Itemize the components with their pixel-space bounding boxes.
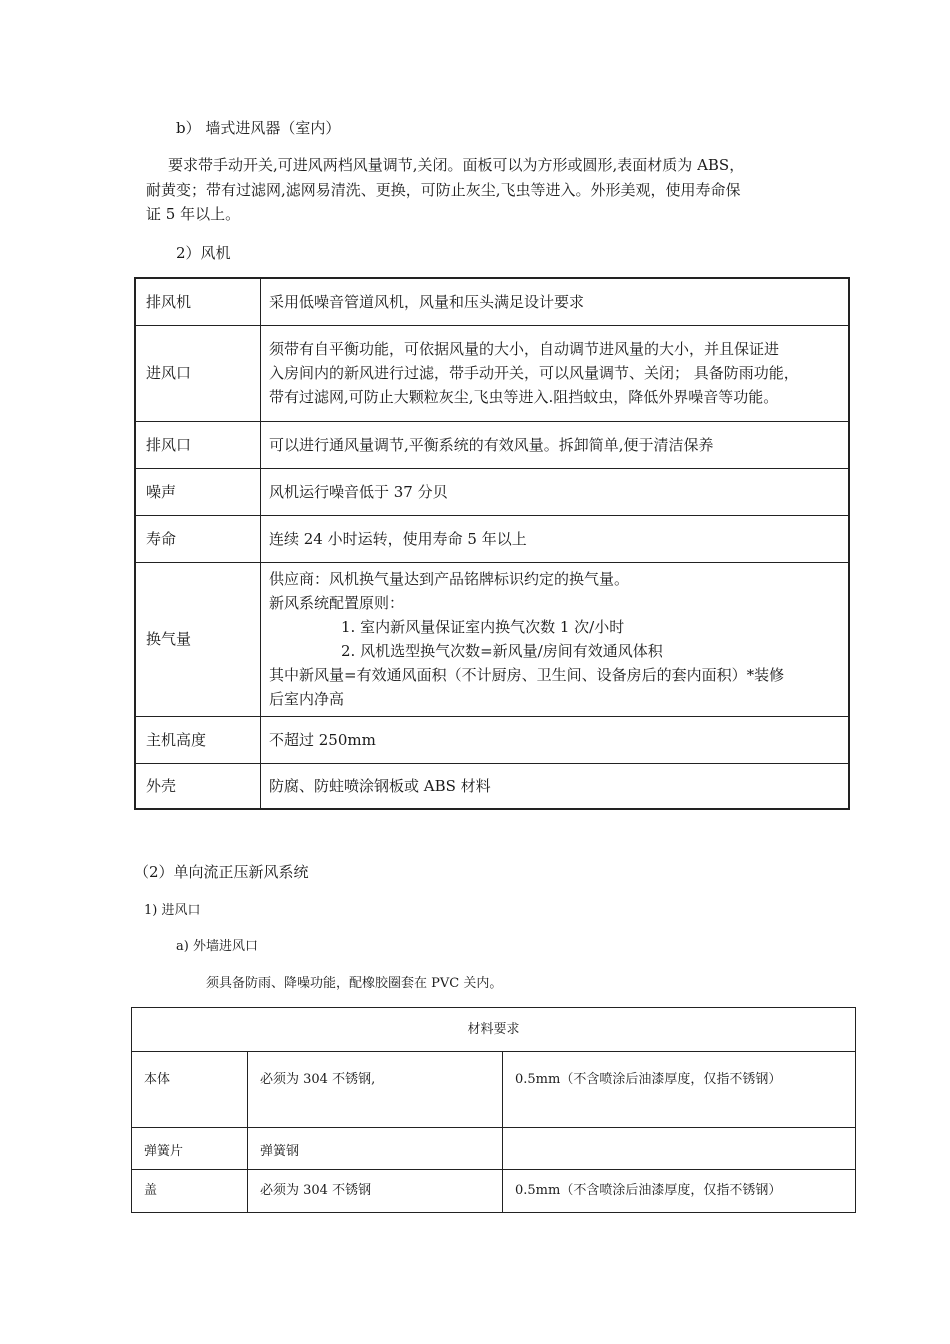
row-key: 排风机 xyxy=(135,278,261,325)
section-b-paragraph xyxy=(146,153,744,227)
fan-spec-table xyxy=(134,277,850,810)
row-key: 换气量 xyxy=(135,562,261,716)
table-row xyxy=(135,562,849,716)
row-value: 风机运行噪音低于 37 分贝 xyxy=(261,468,850,515)
table-header-row xyxy=(132,1008,856,1052)
fan-heading: 2）风机 xyxy=(176,244,231,262)
table-row xyxy=(135,763,849,809)
section-b-heading: b） 墙式进风器（室内） xyxy=(176,119,341,137)
cell-material: 必须为 304 不锈钢 xyxy=(248,1170,503,1213)
cell-spec xyxy=(503,1128,856,1170)
paragraph-line: 耐黄变；带有过滤网,滤网易清洗、更换，可防止灰尘,飞虫等进入。外形美观，使用寿命保 xyxy=(146,180,741,199)
row-value: 连续 24 小时运转，使用寿命 5 年以上 xyxy=(261,515,850,562)
row-value: 须带有自平衡功能，可依据风量的大小，自动调节进风量的大小，并且保证进 入房间内的新风进行过滤，带手动开关，可以风量调节、关闭； 具备防雨功能， 带有过滤网,可防止大颗粒灰尘,飞虫等进入.阻挡蚊虫，降低外界噪音等功能。 xyxy=(261,325,850,421)
row-key: 排风口 xyxy=(135,421,261,468)
paragraph-line: 要求带手动开关,可进风两档风量调节,关闭。面板可以为方形或圆形,表面材质为 ABS， xyxy=(168,156,745,174)
table-row xyxy=(132,1052,856,1128)
subheading-intake: 1) 进风口 xyxy=(144,903,201,918)
row-key: 主机高度 xyxy=(135,716,261,763)
row-value: 防腐、防蛀喷涂钢板或 ABS 材料 xyxy=(261,763,850,809)
row-key: 外壳 xyxy=(135,763,261,809)
row-value: 可以进行通风量调节,平衡系统的有效风量。拆卸简单,便于清洁保养 xyxy=(261,421,850,468)
table-row xyxy=(132,1170,856,1213)
list-item: 1. 室内新风量保证室内换气次数 1 次/小时 xyxy=(341,618,625,636)
row-value: 供应商：风机换气量达到产品铭牌标识约定的换气量。 新风系统配置原则： 1. 室内新风量保证室内换气次数 1 次/小时 2. 风机选型换气次数=新风量/房间有效通风体积 其中新风量=有效通风面积（不计厨房、卫生间、设备房后的套内面积）*装修 后室内净高 xyxy=(261,562,850,716)
table-row xyxy=(135,716,849,763)
row-key: 噪声 xyxy=(135,468,261,515)
material-table xyxy=(131,1007,856,1213)
cell-name: 盖 xyxy=(132,1170,248,1213)
row-value: 不超过 250mm xyxy=(261,716,850,763)
table-row xyxy=(135,421,849,468)
cell-material: 必须为 304 不锈钢, xyxy=(248,1052,503,1128)
subheading-outer-wall-intake: a) 外墙进风口 xyxy=(176,939,258,954)
cell-spec: 0.5mm（不含喷涂后油漆厚度，仅指不锈钢） xyxy=(503,1170,856,1213)
row-key: 寿命 xyxy=(135,515,261,562)
material-table-header: 材料要求 xyxy=(132,1008,856,1052)
row-value: 采用低噪音管道风机，风量和压头满足设计要求 xyxy=(261,278,850,325)
cell-spec: 0.5mm（不含喷涂后油漆厚度，仅指不锈钢） xyxy=(503,1052,856,1128)
table-row xyxy=(135,278,849,325)
intake-note: 须具备防雨、降噪功能，配橡胶圈套在 PVC 关内。 xyxy=(206,976,503,991)
paragraph-line: 证 5 年以上。 xyxy=(146,205,241,223)
section-2-heading: （2）单向流正压新风系统 xyxy=(134,863,309,881)
cell-material: 弹簧钢 xyxy=(248,1128,503,1170)
list-item: 2. 风机选型换气次数=新风量/房间有效通风体积 xyxy=(341,642,663,660)
table-row xyxy=(135,515,849,562)
cell-name: 本体 xyxy=(132,1052,248,1128)
cell-name: 弹簧片 xyxy=(132,1128,248,1170)
table-row xyxy=(135,468,849,515)
table-row xyxy=(132,1128,856,1170)
table-row xyxy=(135,325,849,421)
row-key: 进风口 xyxy=(135,325,261,421)
